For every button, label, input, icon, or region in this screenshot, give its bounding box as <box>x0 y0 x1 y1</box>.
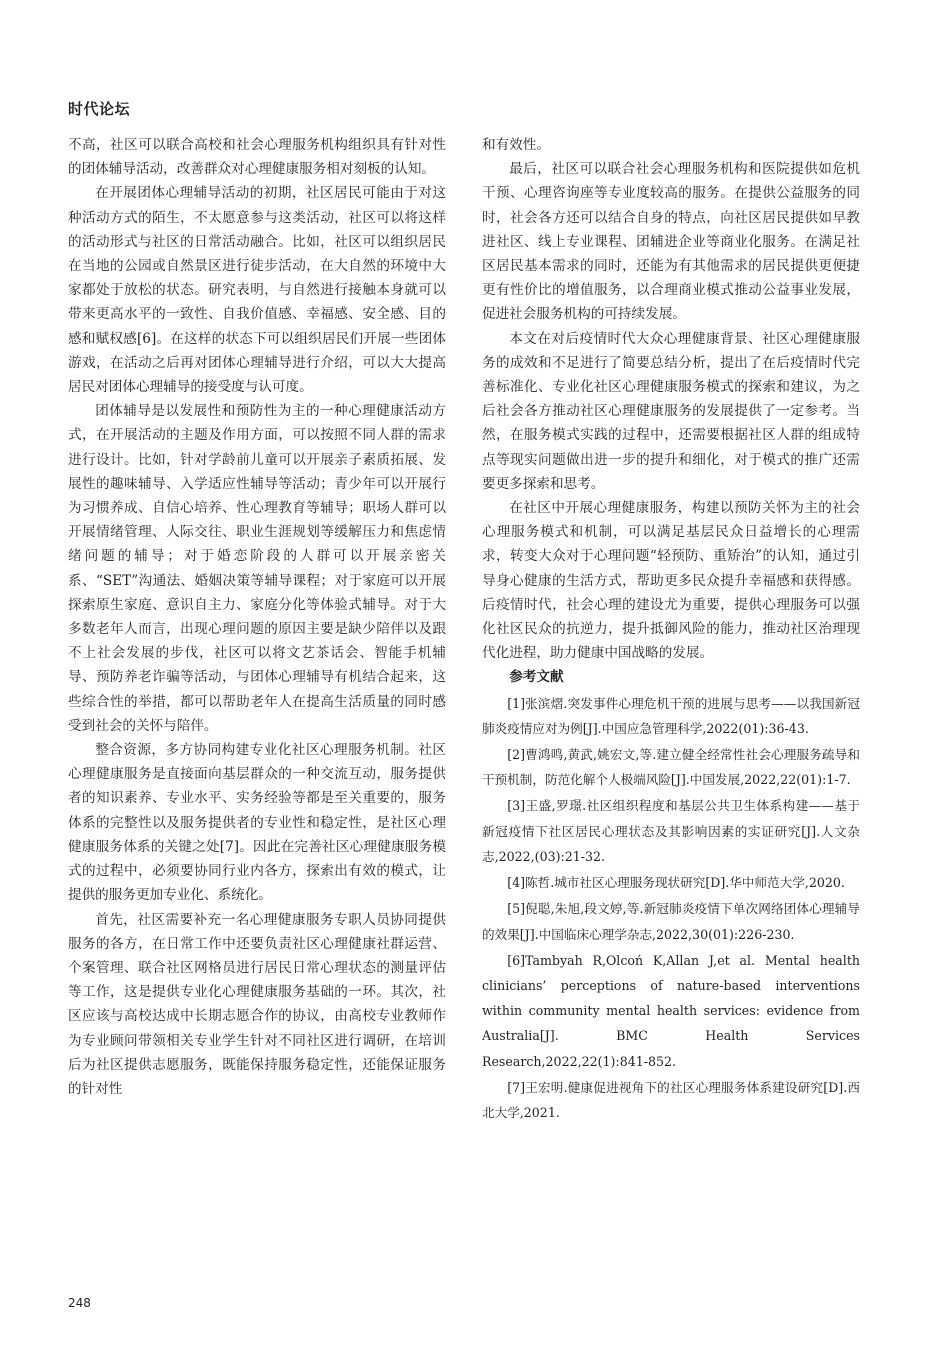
body-paragraph: 本文在对后疫情时代大众心理健康背景、社区心理健康服务的成效和不足进行了简要总结分析，提出了在后疫情时代完善标准化、专业化社区心理健康服务模式的探索和建议，为之后社会各方推动社区心理健康服务的发展提供了一定参考。当然，在服务模式实践的过程中，还需要根据社区人群的组成特点等现实问题做出进一步的提升和细化，对于模式的推广还需要更多探索和思考。 <box>482 330 860 492</box>
reference-item: [7]王宏明.健康促进视角下的社区心理服务体系建设研究[D].西北大学,2021. <box>482 1079 860 1120</box>
reference-item: [4]陈哲.城市社区心理服务现状研究[D].华中师范大学,2020. <box>507 875 845 891</box>
reference-item: [1]张滨熠.突发事件心理危机干预的进展与思考——以我国新冠肺炎疫情应对为例[J].中国应急管理科学,2022(01):36-43. <box>482 695 860 736</box>
left-column <box>68 133 446 1101</box>
reference-item: [2]曹鸿鸣,黄武,姚宏文,等.建立健全经常性社会心理服务疏导和干预机制，防范化解个人极端风险[J].中国发展,2022,22(01):1-7. <box>482 747 860 788</box>
reference-item: [6]Tambyah R,Olcoń K,Allan J,et al. Mental health clinicians’ perceptions of nature-based interventions within community mental health services: evidence from Australia[J]. BMC Health Services Research,2022,22(1):841-852. <box>482 952 860 1069</box>
body-paragraph: 团体辅导是以发展性和预防性为主的一种心理健康活动方式，在开展活动的主题及作用方面，可以按照不同人群的需求进行设计。比如，针对学龄前儿童可以开展亲子素质拓展、发展性的趣味辅导、入学适应性辅导等活动；青少年可以开展行为习惯养成、自信心培养、性心理教育等辅导；职场人群可以开展情绪管理、人际交往、职业生涯规划等缓解压力和焦虑情绪问题的辅导；对于婚恋阶段的人群可以开展亲密关系、“SET”沟通法、婚姻决策等辅导课程；对于家庭可以开展探索原生家庭、意识自主力、家庭分化等体验式辅导。对于大多数老年人而言，出现心理问题的原因主要是缺少陪伴以及跟不上社会发展的步伐，社区可以将文艺茶话会、智能手机辅导、预防养老诈骗等活动，与团体心理辅导有机结合起来，这些综合性的举措，都可以帮助老年人在提高生活质量的同时感受到社会的关怀与陪伴。 <box>68 403 446 734</box>
body-paragraph: 首先，社区需要补充一名心理健康服务专职人员协同提供服务的各方，在日常工作中还要负责社区心理健康社群运营、个案管理、联合社区网格员进行居民日常心理状态的测量评估等工作，这是提供专业化心理健康服务基础的一环。其次，社区应该与高校达成中长期志愿合作的协议，由高校专业教师作为专业顾问带领相关专业学生针对不同社区进行调研，在培训后为社区提供志愿服务，既能保持服务稳定性，还能保证服务的针对性 <box>68 911 446 1097</box>
body-paragraph: 在开展团体心理辅导活动的初期，社区居民可能由于对这种活动方式的陌生，不太愿意参与这类活动，社区可以将这样的活动形式与社区的日常活动融合。比如，社区可以组织居民在当地的公园或自然景区进行徒步活动，在大自然的环境中大家都处于放松的状态。研究表明，与自然进行接触本身就可以带来更高水平的一致性、自我价值感、幸福感、安全感、目的感和赋权感[6]。在这样的状态下可以组织居民们开展一些团体游戏，在活动之后再对团体心理辅导进行介绍，可以大大提高居民对团体心理辅导的接受度与认可度。 <box>68 185 446 396</box>
section-header: 时代论坛 <box>68 100 131 118</box>
body-paragraph: 不高，社区可以联合高校和社会心理服务机构组织具有针对性的团体辅导活动，改善群众对心理健康服务相对刻板的认知。 <box>68 137 446 178</box>
reference-item: [5]倪聪,朱旭,段文婷,等.新冠肺炎疫情下单次网络团体心理辅导的效果[J].中国临床心理学杂志,2022,30(01):226-230. <box>482 901 860 942</box>
right-column <box>482 133 860 1125</box>
page-number: 248 <box>68 1296 91 1310</box>
body-paragraph: 最后，社区可以联合社会心理服务机构和医院提供如危机干预、心理咨询座等专业度较高的服务。在提供公益服务的同时，社会各方还可以结合自身的特点，向社区居民提供如早教进社区、线上专业课程、团辅进企业等商业化服务。在满足社区居民基本需求的同时，还能为有其他需求的居民提供更便捷更有性价比的增值服务，以合理商业模式推动公益事业发展，促进社会服务机构的可持续发展。 <box>482 161 860 323</box>
body-paragraph: 在社区中开展心理健康服务，构建以预防关怀为主的社会心理服务模式和机制，可以满足基层民众日益增长的心理需求，转变大众对于心理问题“轻预防、重矫治”的认知，通过引导身心健康的生活方式，帮助更多民众提升幸福感和获得感。后疫情时代，社会心理的建设尤为重要，提供心理服务可以强化社区民众的抗逆力，提升抵御风险的能力，推动社区治理现代化进程，助力健康中国战略的发展。 <box>482 500 860 662</box>
body-paragraph: 和有效性。 <box>482 137 550 153</box>
body-paragraph: 整合资源，多方协同构建专业化社区心理服务机制。社区心理健康服务是直接面向基层群众的一种交流互动，服务提供者的知识素养、专业水平、实务经验等都是至关重要的，服务体系的完整性以及服务提供者的专业性和稳定性，是社区心理健康服务体系的关键之处[7]。因此在完善社区心理健康服务模式的过程中，必须要协同行业内各方，探索出有效的模式，让提供的服务更加专业化、系统化。 <box>68 742 446 904</box>
reference-item: [3]王盛,罗璟.社区组织程度和基层公共卫生体系构建——基于新冠疫情下社区居民心理状态及其影响因素的实证研究[J].人文杂志,2022,(03):21-32. <box>482 798 860 864</box>
references-heading: 参考文献 <box>509 669 564 686</box>
